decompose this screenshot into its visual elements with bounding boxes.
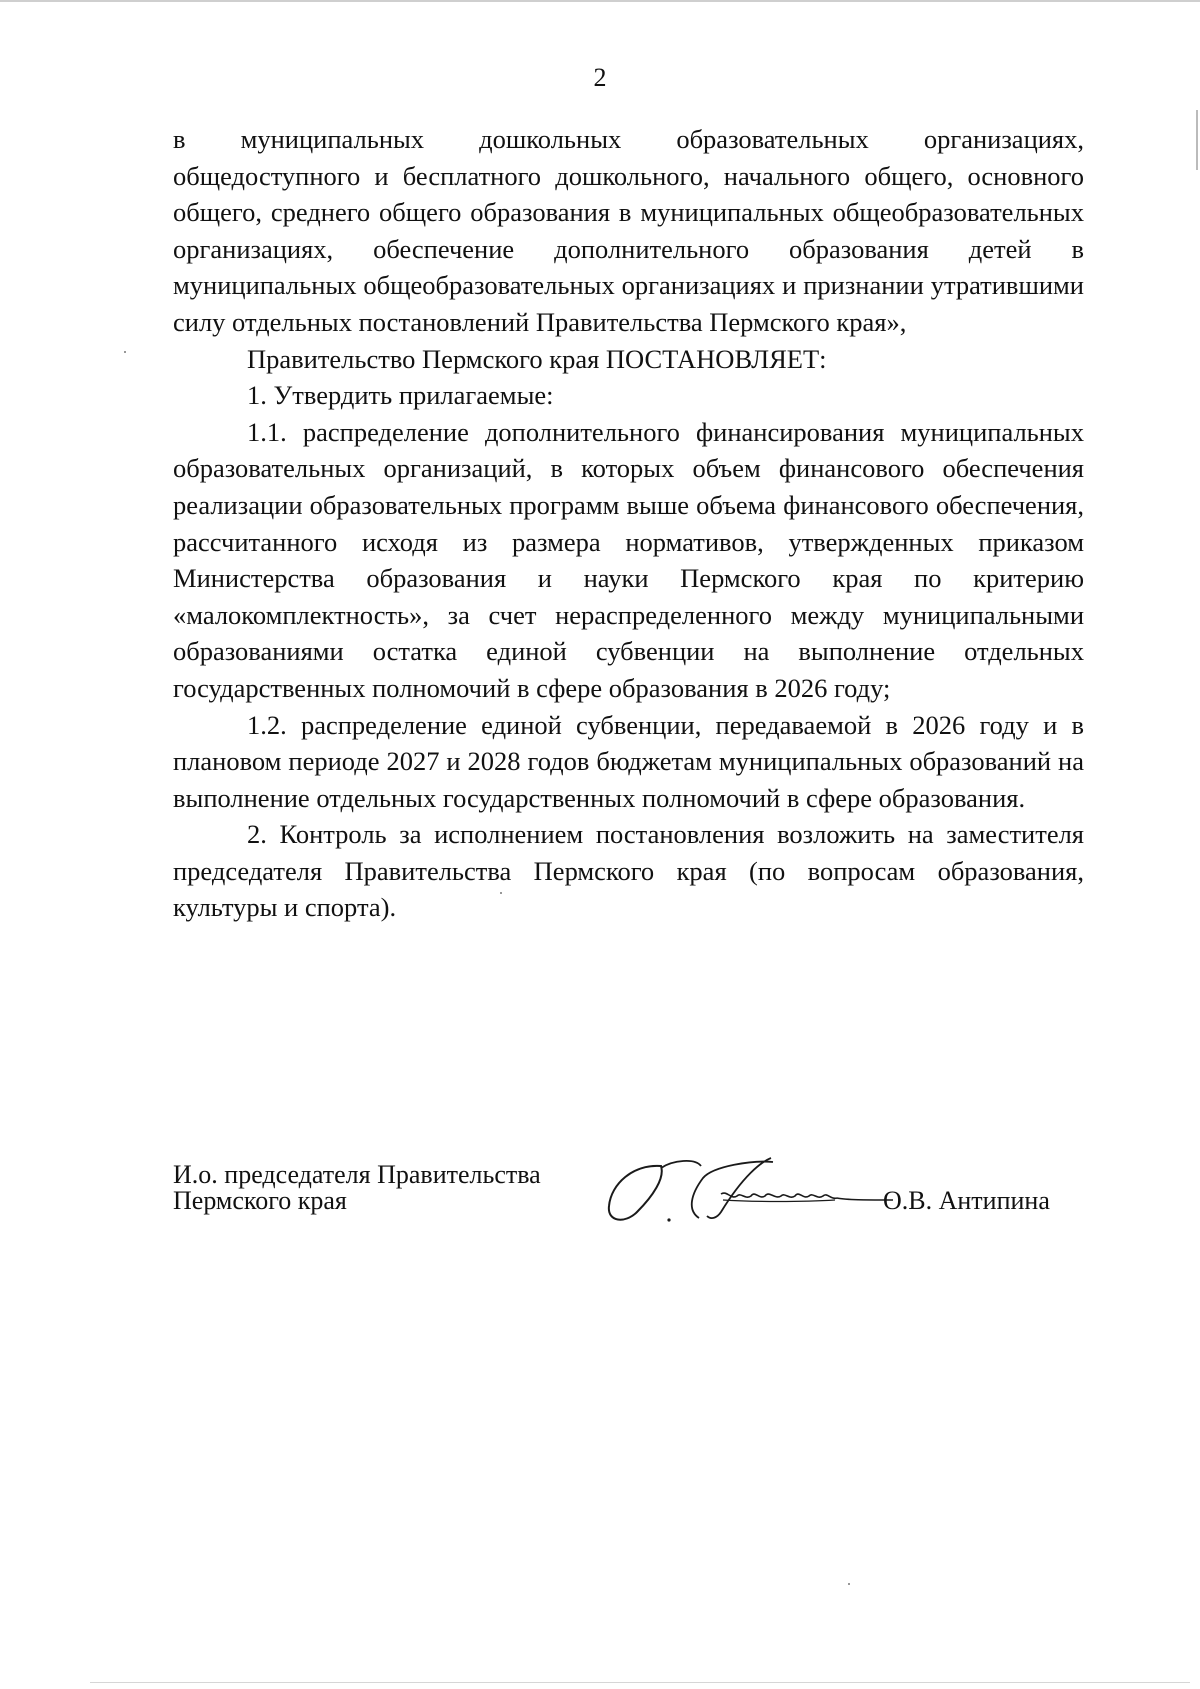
signature-block [173, 1162, 1093, 1242]
scan-speck [848, 1583, 850, 1585]
page-number: 2 [593, 63, 607, 92]
scan-speck [124, 351, 126, 353]
paragraph-item-1: 1. Утвердить прилагаемые: [247, 380, 554, 411]
paragraph-item-1-1: 1.1. распределение дополнительного финансирования муниципальных образовательных организаций, в которых объем финансового обеспечения реализации образовательных программ выше объема финансового обеспечения, рассчитанного исходя из размера нормативов, утвержденных приказом Министерства образования и науки Пермского края по критерию «малокомплектность», за счет нераспределенного между муниципальными образованиями остатка единой субвенции на выполнение отдельных государственных полномочий в сфере образования в 2026 году; [173, 416, 1084, 703]
scan-speck [500, 892, 502, 894]
handwritten-signature [603, 1154, 903, 1232]
signatory-title-line-2: Пермского края [173, 1186, 347, 1215]
signatory-title-line-1: И.о. председателя Правительства [173, 1160, 541, 1189]
paragraph-resolution: Правительство Пермского края ПОСТАНОВЛЯЕТ: [247, 343, 827, 374]
paragraph-item-1-2: 1.2. распределение единой субвенции, передаваемой в 2026 году и в плановом периоде 2027 и 2028 годов бюджетам муниципальных образований на выполнение отдельных государственных полномочий в сфере образования. [173, 709, 1084, 813]
page-right-edge-mark [1196, 110, 1198, 170]
paragraph-item-2: 2. Контроль за исполнением постановления возложить на заместителя председателя Правительства Пермского края (по вопросам образования, культуры и спорта). [173, 819, 1084, 923]
page-top-edge [0, 0, 1200, 2]
paragraph-continuation: в муниципальных дошкольных образовательных организациях, общедоступного и бесплатного дошкольного, начального общего, основного общего, среднего общего образования в муниципальных общеобразовательных организациях, обеспечение дополнительного образования детей в муниципальных общеобразовательных организациях и признании утратившими силу отдельных постановлений Правительства Пермского края», [173, 124, 1084, 337]
document-body [173, 121, 1084, 926]
signatory-name: О.В. Антипина [883, 1186, 1050, 1215]
page-bottom-edge [90, 1682, 1190, 1683]
signatory-title [173, 1162, 593, 1214]
